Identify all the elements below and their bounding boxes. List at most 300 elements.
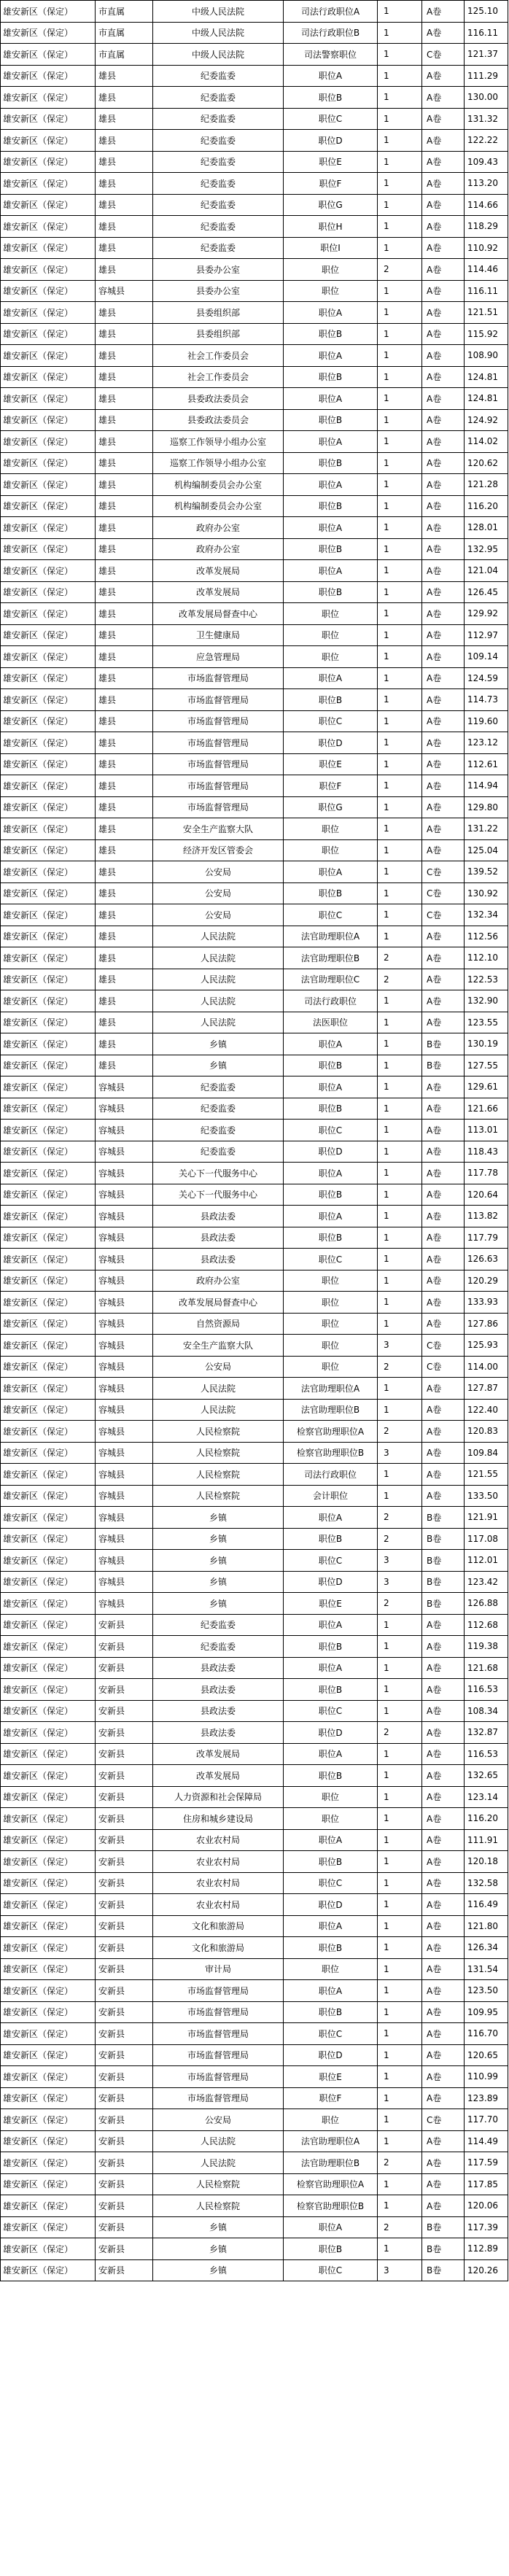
position-cell: 职位B (284, 2001, 378, 2023)
unit-cell: 县政法委 (153, 1679, 284, 1701)
table-row (1, 2152, 508, 2174)
unit-cell: 政府办公室 (153, 538, 284, 560)
unit-cell: 应急管理局 (153, 646, 284, 668)
score-line-cell: 114.73 (465, 689, 508, 711)
table-row (1, 280, 508, 302)
hire-count-cell: 1 (378, 474, 422, 496)
county-cell: 雄县 (96, 130, 153, 152)
position-cell: 职位 (284, 280, 378, 302)
unit-cell: 人民检察院 (153, 2173, 284, 2195)
position-cell: 司法行政职位A (284, 1, 378, 23)
score-line-cell: 117.79 (465, 1227, 508, 1249)
table-row (1, 345, 508, 367)
position-cell: 检察官助理职位B (284, 1442, 378, 1464)
region-cell: 雄安新区（保定） (1, 1722, 96, 1744)
unit-cell: 人民法院 (153, 2130, 284, 2152)
hire-count-cell: 1 (378, 1012, 422, 1033)
region-cell: 雄安新区（保定） (1, 947, 96, 969)
table-row (1, 1765, 508, 1787)
hire-count-cell: 1 (378, 1679, 422, 1701)
position-cell: 法医职位 (284, 1012, 378, 1033)
score-line-cell: 121.37 (465, 44, 508, 66)
exam-paper-cell: A卷 (422, 1464, 465, 1486)
position-cell: 职位F (284, 173, 378, 195)
table-row (1, 366, 508, 388)
table-row (1, 581, 508, 603)
position-cell: 职位G (284, 796, 378, 818)
table-row (1, 818, 508, 840)
hire-count-cell: 1 (378, 1270, 422, 1292)
exam-paper-cell: B卷 (422, 2238, 465, 2260)
exam-paper-cell: A卷 (422, 775, 465, 797)
table-row (1, 1076, 508, 1098)
region-cell: 雄安新区（保定） (1, 581, 96, 603)
table-row (1, 1528, 508, 1550)
county-cell: 雄县 (96, 409, 153, 431)
position-cell: 法官助理职位A (284, 2130, 378, 2152)
hire-count-cell: 1 (378, 732, 422, 754)
position-cell: 职位H (284, 216, 378, 238)
unit-cell: 公安局 (153, 1356, 284, 1378)
county-cell: 雄县 (96, 667, 153, 689)
score-line-cell: 126.88 (465, 1593, 508, 1615)
exam-paper-cell: A卷 (422, 710, 465, 732)
county-cell: 安新县 (96, 2087, 153, 2109)
table-row (1, 452, 508, 474)
exam-paper-cell: A卷 (422, 1636, 465, 1658)
score-line-cell: 126.45 (465, 581, 508, 603)
unit-cell: 社会工作委员会 (153, 366, 284, 388)
hire-count-cell: 1 (378, 1098, 422, 1120)
position-cell: 职位A (284, 1657, 378, 1679)
score-line-cell: 121.04 (465, 560, 508, 582)
region-cell: 雄安新区（保定） (1, 1657, 96, 1679)
score-line-cell: 131.32 (465, 108, 508, 130)
position-cell: 职位A (284, 431, 378, 453)
exam-paper-cell: A卷 (422, 2044, 465, 2066)
county-cell: 雄县 (96, 1012, 153, 1033)
county-cell: 容城县 (96, 1313, 153, 1335)
table-row (1, 259, 508, 281)
region-cell: 雄安新区（保定） (1, 2173, 96, 2195)
hire-count-cell: 1 (378, 1076, 422, 1098)
exam-paper-cell: A卷 (422, 345, 465, 367)
table-row (1, 194, 508, 216)
region-cell: 雄安新区（保定） (1, 1163, 96, 1184)
table-row (1, 1593, 508, 1615)
exam-paper-cell: A卷 (422, 1313, 465, 1335)
region-cell: 雄安新区（保定） (1, 2023, 96, 2045)
exam-paper-cell: A卷 (422, 1378, 465, 1400)
score-line-cell: 133.93 (465, 1292, 508, 1314)
position-cell: 检察官助理职位A (284, 1421, 378, 1443)
unit-cell: 纪委监委 (153, 173, 284, 195)
table-row (1, 2216, 508, 2238)
table-row (1, 2044, 508, 2066)
county-cell: 容城县 (96, 1249, 153, 1270)
county-cell: 雄县 (96, 302, 153, 324)
exam-paper-cell: B卷 (422, 1550, 465, 1572)
unit-cell: 县政法委 (153, 1700, 284, 1722)
position-cell: 职位A (284, 667, 378, 689)
score-line-cell: 120.65 (465, 2044, 508, 2066)
unit-cell: 纪委监委 (153, 1076, 284, 1098)
score-line-cell: 116.11 (465, 22, 508, 44)
exam-paper-cell: A卷 (422, 1421, 465, 1443)
hire-count-cell: 1 (378, 538, 422, 560)
position-cell: 职位B (284, 538, 378, 560)
position-cell: 法官助理职位C (284, 969, 378, 990)
unit-cell: 公安局 (153, 904, 284, 926)
exam-paper-cell: A卷 (422, 388, 465, 410)
position-cell: 职位A (284, 861, 378, 883)
unit-cell: 中级人民法院 (153, 44, 284, 66)
region-cell: 雄安新区（保定） (1, 1829, 96, 1851)
unit-cell: 纪委监委 (153, 87, 284, 109)
county-cell: 雄县 (96, 474, 153, 496)
table-row (1, 1958, 508, 1980)
unit-cell: 人民检察院 (153, 2195, 284, 2217)
hire-count-cell: 1 (378, 2023, 422, 2045)
hire-count-cell: 1 (378, 1915, 422, 1937)
region-cell: 雄安新区（保定） (1, 646, 96, 668)
table-row (1, 1378, 508, 1400)
table-row (1, 1163, 508, 1184)
position-cell: 职位C (284, 1872, 378, 1894)
table-row (1, 1012, 508, 1033)
hire-count-cell: 1 (378, 1958, 422, 1980)
region-cell: 雄安新区（保定） (1, 22, 96, 44)
region-cell: 雄安新区（保定） (1, 1550, 96, 1572)
region-cell: 雄安新区（保定） (1, 323, 96, 345)
hire-count-cell: 1 (378, 108, 422, 130)
position-cell: 职位 (284, 624, 378, 646)
position-cell: 检察官助理职位A (284, 2173, 378, 2195)
hire-count-cell: 1 (378, 1399, 422, 1421)
region-cell: 雄安新区（保定） (1, 1937, 96, 1959)
exam-paper-cell: B卷 (422, 1507, 465, 1529)
unit-cell: 机构编制委员会办公室 (153, 495, 284, 517)
county-cell: 容城县 (96, 1335, 153, 1357)
unit-cell: 人民法院 (153, 2152, 284, 2174)
score-line-cell: 112.01 (465, 1550, 508, 1572)
exam-paper-cell: A卷 (422, 65, 465, 87)
county-cell: 安新县 (96, 1657, 153, 1679)
table-row (1, 1636, 508, 1658)
hire-count-cell: 1 (378, 517, 422, 539)
exam-paper-cell: A卷 (422, 1184, 465, 1206)
region-cell: 雄安新区（保定） (1, 1614, 96, 1636)
table-row (1, 1335, 508, 1357)
position-cell: 职位 (284, 1786, 378, 1808)
region-cell: 雄安新区（保定） (1, 1206, 96, 1227)
hire-count-cell: 2 (378, 969, 422, 990)
score-line-cell: 122.53 (465, 969, 508, 990)
unit-cell: 社会工作委员会 (153, 345, 284, 367)
position-cell: 职位 (284, 1356, 378, 1378)
county-cell: 雄县 (96, 753, 153, 775)
county-cell: 安新县 (96, 1937, 153, 1959)
score-line-cell: 119.38 (465, 1636, 508, 1658)
score-line-cell: 120.06 (465, 2195, 508, 2217)
score-line-cell: 116.49 (465, 1894, 508, 1916)
table-row (1, 1270, 508, 1292)
unit-cell: 乡镇 (153, 1593, 284, 1615)
position-cell: 职位B (284, 1765, 378, 1787)
region-cell: 雄安新区（保定） (1, 302, 96, 324)
county-cell: 安新县 (96, 1786, 153, 1808)
unit-cell: 巡察工作领导小组办公室 (153, 431, 284, 453)
exam-paper-cell: A卷 (422, 538, 465, 560)
position-cell: 职位B (284, 1528, 378, 1550)
position-cell: 法官助理职位A (284, 926, 378, 947)
county-cell: 雄县 (96, 65, 153, 87)
hire-count-cell: 1 (378, 1485, 422, 1507)
hire-count-cell: 1 (378, 323, 422, 345)
county-cell: 雄县 (96, 366, 153, 388)
position-cell: 职位B (284, 1636, 378, 1658)
unit-cell: 市场监督管理局 (153, 753, 284, 775)
county-cell: 容城县 (96, 1356, 153, 1378)
county-cell: 雄县 (96, 560, 153, 582)
exam-paper-cell: A卷 (422, 1076, 465, 1098)
county-cell: 安新县 (96, 1808, 153, 1830)
hire-count-cell: 1 (378, 65, 422, 87)
exam-paper-cell: A卷 (422, 603, 465, 625)
hire-count-cell: 1 (378, 796, 422, 818)
unit-cell: 县委政法委员会 (153, 409, 284, 431)
position-cell: 职位A (284, 1507, 378, 1529)
position-cell: 法官助理职位B (284, 1399, 378, 1421)
county-cell: 雄县 (96, 710, 153, 732)
table-row (1, 1679, 508, 1701)
unit-cell: 乡镇 (153, 1055, 284, 1076)
unit-cell: 人民法院 (153, 990, 284, 1012)
county-cell: 容城县 (96, 1442, 153, 1464)
exam-paper-cell: A卷 (422, 1829, 465, 1851)
region-cell: 雄安新区（保定） (1, 753, 96, 775)
position-cell: 职位 (284, 1270, 378, 1292)
score-line-cell: 123.12 (465, 732, 508, 754)
exam-paper-cell: A卷 (422, 409, 465, 431)
hire-count-cell: 1 (378, 1313, 422, 1335)
hire-count-cell: 1 (378, 1206, 422, 1227)
exam-paper-cell: A卷 (422, 796, 465, 818)
position-cell: 职位 (284, 1313, 378, 1335)
exam-paper-cell: A卷 (422, 1120, 465, 1141)
unit-cell: 安全生产监察大队 (153, 818, 284, 840)
region-cell: 雄安新区（保定） (1, 1292, 96, 1314)
table-row (1, 1980, 508, 2002)
hire-count-cell: 1 (378, 431, 422, 453)
unit-cell: 审计局 (153, 1958, 284, 1980)
table-row (1, 1055, 508, 1076)
position-cell: 职位F (284, 775, 378, 797)
table-row (1, 1571, 508, 1593)
region-cell: 雄安新区（保定） (1, 1980, 96, 2002)
position-cell: 职位E (284, 753, 378, 775)
exam-paper-cell: A卷 (422, 1012, 465, 1033)
unit-cell: 改革发展局 (153, 1765, 284, 1787)
score-line-cell: 123.14 (465, 1786, 508, 1808)
hire-count-cell: 2 (378, 259, 422, 281)
region-cell: 雄安新区（保定） (1, 1227, 96, 1249)
exam-paper-cell: A卷 (422, 1163, 465, 1184)
exam-paper-cell: A卷 (422, 323, 465, 345)
unit-cell: 纪委监委 (153, 237, 284, 259)
unit-cell: 政府办公室 (153, 517, 284, 539)
position-cell: 职位A (284, 388, 378, 410)
county-cell: 安新县 (96, 2216, 153, 2238)
hire-count-cell: 1 (378, 839, 422, 861)
hire-count-cell: 1 (378, 366, 422, 388)
score-line-cell: 119.60 (465, 710, 508, 732)
region-cell: 雄安新区（保定） (1, 1012, 96, 1033)
position-cell: 职位D (284, 2044, 378, 2066)
exam-paper-cell: A卷 (422, 151, 465, 173)
region-cell: 雄安新区（保定） (1, 1915, 96, 1937)
exam-paper-cell: A卷 (422, 818, 465, 840)
position-cell: 职位B (284, 409, 378, 431)
unit-cell: 县委办公室 (153, 259, 284, 281)
exam-paper-cell: A卷 (422, 194, 465, 216)
table-row (1, 1421, 508, 1443)
region-cell: 雄安新区（保定） (1, 624, 96, 646)
unit-cell: 改革发展局 (153, 581, 284, 603)
table-row (1, 1743, 508, 1765)
position-cell: 职位 (284, 818, 378, 840)
exam-paper-cell: A卷 (422, 1098, 465, 1120)
position-cell: 法官助理职位B (284, 947, 378, 969)
position-cell: 职位B (284, 2238, 378, 2260)
unit-cell: 人民检察院 (153, 1442, 284, 1464)
score-line-cell: 127.86 (465, 1313, 508, 1335)
unit-cell: 纪委监委 (153, 1636, 284, 1658)
unit-cell: 纪委监委 (153, 130, 284, 152)
unit-cell: 文化和旅游局 (153, 1915, 284, 1937)
county-cell: 安新县 (96, 2130, 153, 2152)
score-line-cell: 120.83 (465, 1421, 508, 1443)
exam-paper-cell: A卷 (422, 926, 465, 947)
table-row (1, 1550, 508, 1572)
unit-cell: 农业农村局 (153, 1851, 284, 1873)
exam-paper-cell: A卷 (422, 2066, 465, 2088)
exam-paper-cell: A卷 (422, 560, 465, 582)
county-cell: 安新县 (96, 1980, 153, 2002)
unit-cell: 纪委监委 (153, 216, 284, 238)
county-cell: 雄县 (96, 882, 153, 904)
region-cell: 雄安新区（保定） (1, 1442, 96, 1464)
position-cell: 法官助理职位B (284, 2152, 378, 2174)
score-line-cell: 116.70 (465, 2023, 508, 2045)
region-cell: 雄安新区（保定） (1, 990, 96, 1012)
exam-paper-cell: A卷 (422, 1872, 465, 1894)
table-row (1, 1786, 508, 1808)
exam-paper-cell: A卷 (422, 1722, 465, 1744)
exam-paper-cell: A卷 (422, 1227, 465, 1249)
score-line-cell: 114.94 (465, 775, 508, 797)
hire-count-cell: 1 (378, 775, 422, 797)
table-row (1, 1184, 508, 1206)
exam-paper-cell: A卷 (422, 1141, 465, 1163)
region-cell: 雄安新区（保定） (1, 1335, 96, 1357)
table-row (1, 2130, 508, 2152)
region-cell: 雄安新区（保定） (1, 839, 96, 861)
position-cell: 职位B (284, 1851, 378, 1873)
exam-paper-cell: B卷 (422, 1033, 465, 1055)
exam-paper-cell: A卷 (422, 1765, 465, 1787)
score-line-cell: 117.08 (465, 1528, 508, 1550)
score-line-cell: 129.61 (465, 1076, 508, 1098)
region-cell: 雄安新区（保定） (1, 1270, 96, 1292)
hire-count-cell: 2 (378, 1593, 422, 1615)
hire-count-cell: 1 (378, 1292, 422, 1314)
hire-count-cell: 1 (378, 173, 422, 195)
hire-count-cell: 1 (378, 44, 422, 66)
table-row (1, 302, 508, 324)
position-cell: 职位C (284, 1550, 378, 1572)
exam-paper-cell: A卷 (422, 1249, 465, 1270)
county-cell: 市直属 (96, 22, 153, 44)
region-cell: 雄安新区（保定） (1, 1055, 96, 1076)
exam-paper-cell: C卷 (422, 1335, 465, 1357)
score-line-cell: 114.46 (465, 259, 508, 281)
region-cell: 雄安新区（保定） (1, 1033, 96, 1055)
exam-paper-cell: A卷 (422, 667, 465, 689)
county-cell: 安新县 (96, 1829, 153, 1851)
county-cell: 安新县 (96, 1958, 153, 1980)
score-line-cell: 126.34 (465, 1937, 508, 1959)
table-row (1, 1313, 508, 1335)
region-cell: 雄安新区（保定） (1, 280, 96, 302)
region-cell: 雄安新区（保定） (1, 1485, 96, 1507)
position-cell: 职位A (284, 1915, 378, 1937)
region-cell: 雄安新区（保定） (1, 173, 96, 195)
table-row (1, 2173, 508, 2195)
region-cell: 雄安新区（保定） (1, 2044, 96, 2066)
county-cell: 雄县 (96, 173, 153, 195)
unit-cell: 人民法院 (153, 947, 284, 969)
region-cell: 雄安新区（保定） (1, 2087, 96, 2109)
table-row (1, 926, 508, 947)
county-cell: 雄县 (96, 495, 153, 517)
unit-cell: 市场监督管理局 (153, 775, 284, 797)
unit-cell: 市场监督管理局 (153, 710, 284, 732)
region-cell: 雄安新区（保定） (1, 1464, 96, 1486)
score-line-cell: 108.34 (465, 1700, 508, 1722)
score-line-cell: 112.68 (465, 1614, 508, 1636)
unit-cell: 市场监督管理局 (153, 732, 284, 754)
unit-cell: 人民法院 (153, 1378, 284, 1400)
table-row (1, 732, 508, 754)
position-cell: 职位C (284, 710, 378, 732)
position-cell: 职位B (284, 1227, 378, 1249)
position-cell: 职位D (284, 130, 378, 152)
region-cell: 雄安新区（保定） (1, 2066, 96, 2088)
exam-paper-cell: A卷 (422, 517, 465, 539)
table-row (1, 1249, 508, 1270)
region-cell: 雄安新区（保定） (1, 345, 96, 367)
region-cell: 雄安新区（保定） (1, 1808, 96, 1830)
score-line-cell: 132.65 (465, 1765, 508, 1787)
position-cell: 职位A (284, 1163, 378, 1184)
county-cell: 安新县 (96, 2066, 153, 2088)
hire-count-cell: 1 (378, 1033, 422, 1055)
hire-count-cell: 1 (378, 1464, 422, 1486)
exam-paper-cell: A卷 (422, 839, 465, 861)
exam-paper-cell: A卷 (422, 2130, 465, 2152)
region-cell: 雄安新区（保定） (1, 237, 96, 259)
